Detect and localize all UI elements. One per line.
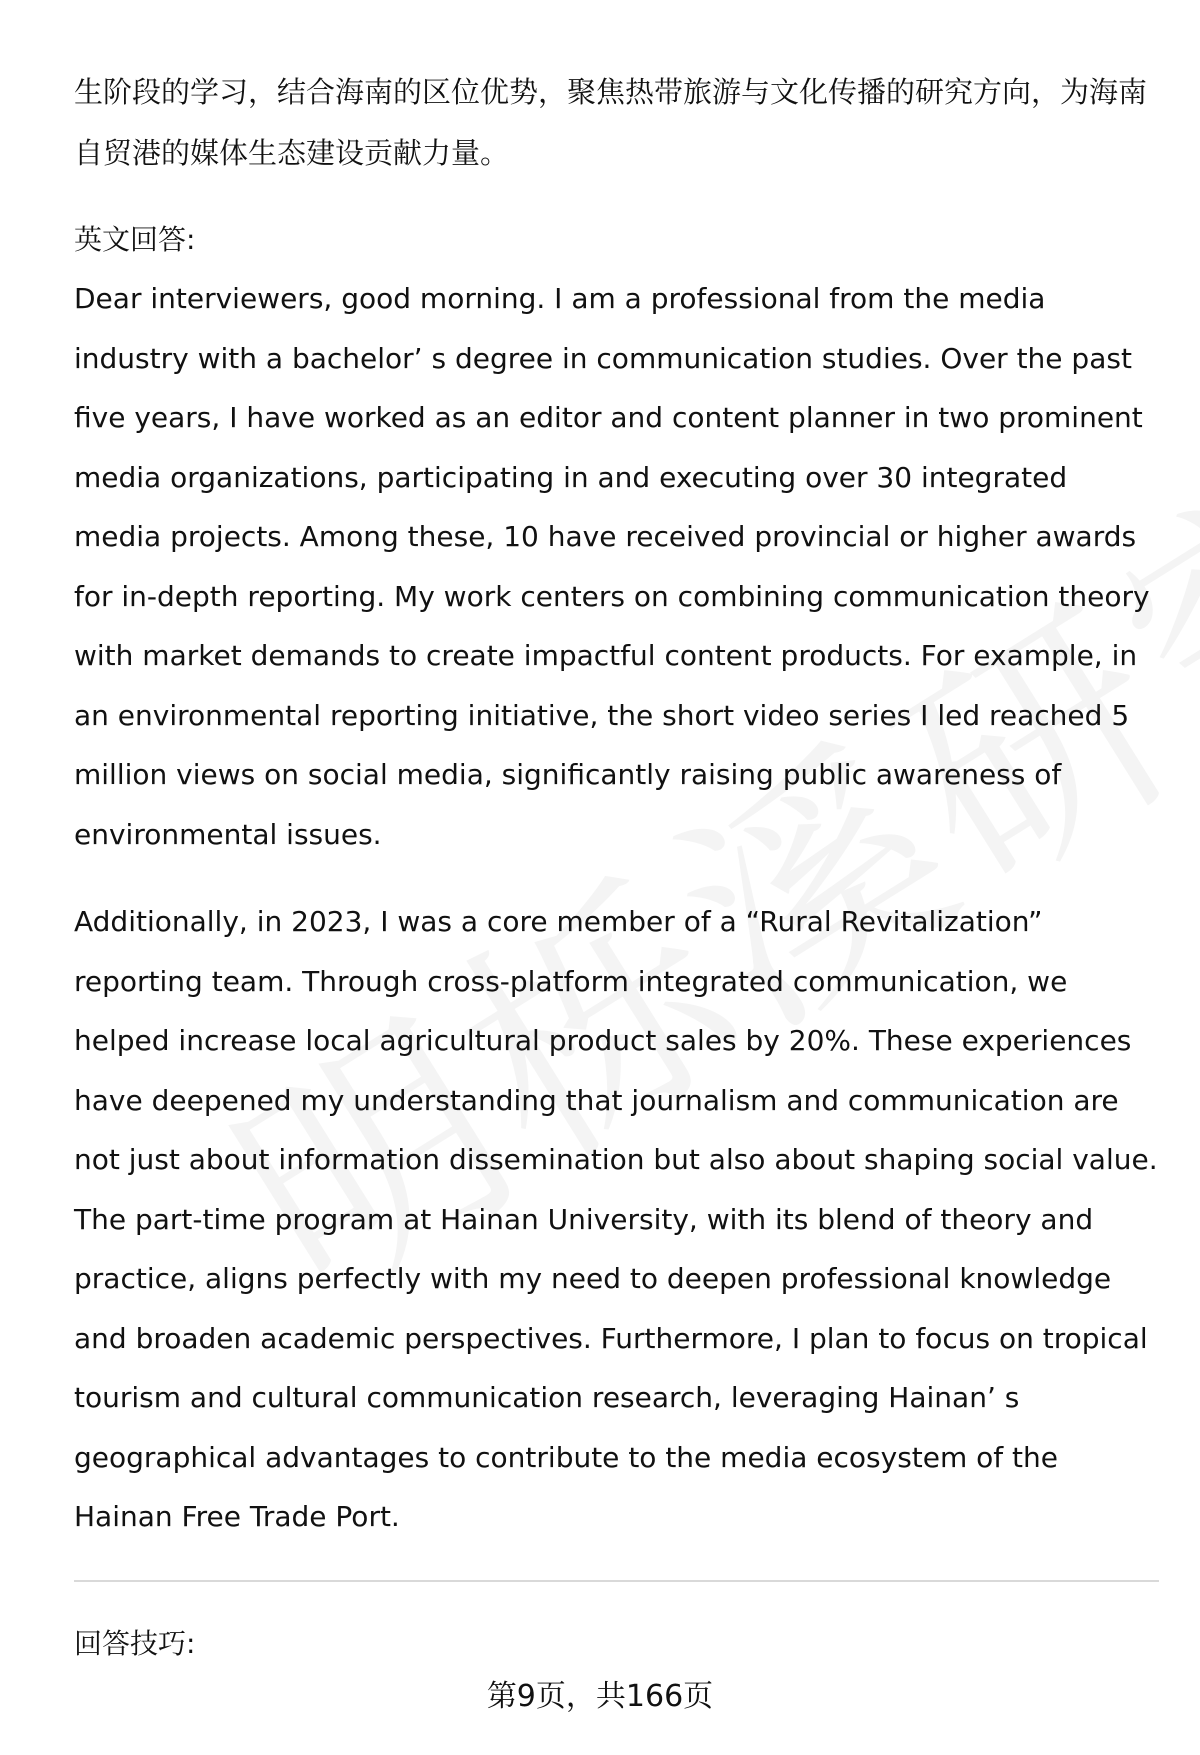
- page-number: 第9页，共166页: [486, 1679, 714, 1714]
- english-answer-label: 英文回答:: [74, 223, 196, 256]
- document-body: [74, 62, 1159, 1547]
- section-divider: [74, 1580, 1159, 1582]
- answer-tips-label: 回答技巧:: [74, 1627, 196, 1660]
- english-paragraph-2: Additionally, in 2023, I was a core member of a “Rural Revitalization” reporting team. Through cross-platform integrated communication, we helped increase local agricultural product sales by 20%. These experiences have deepened my understanding that journalism and communication are not just about information dissemination but also about shaping social value. The part-time program at Hainan University, with its blend of theory and practice, aligns perfectly with my need to deepen professional knowledge and broaden academic perspectives. Furthermore, I plan to focus on tropical tourism and cultural communication research, leveraging Hainan’ s geographical advantages to contribute to the media ecosystem of the Hainan Free Trade Port.: [74, 905, 1158, 1533]
- intro-chinese-paragraph: 生阶段的学习，结合海南的区位优势，聚焦热带旅游与文化传播的研究方向，为海南自贸港的媒体生态建设贡献力量。: [74, 75, 1148, 170]
- english-paragraph-1: Dear interviewers, good morning. I am a professional from the media industry with a bachelor’ s degree in communication studies. Over the past five years, I have worked as an editor and content planner in two prominent media organizations, participating in and executing over 30 integrated media projects. Among these, 10 have received provincial or higher awards for in-depth reporting. My work centers on combining communication theory with market demands to create impactful content products. For example, in an environmental reporting initiative, the short video series I led reached 5 million views on social media, significantly raising public awareness of environmental issues.: [74, 282, 1150, 851]
